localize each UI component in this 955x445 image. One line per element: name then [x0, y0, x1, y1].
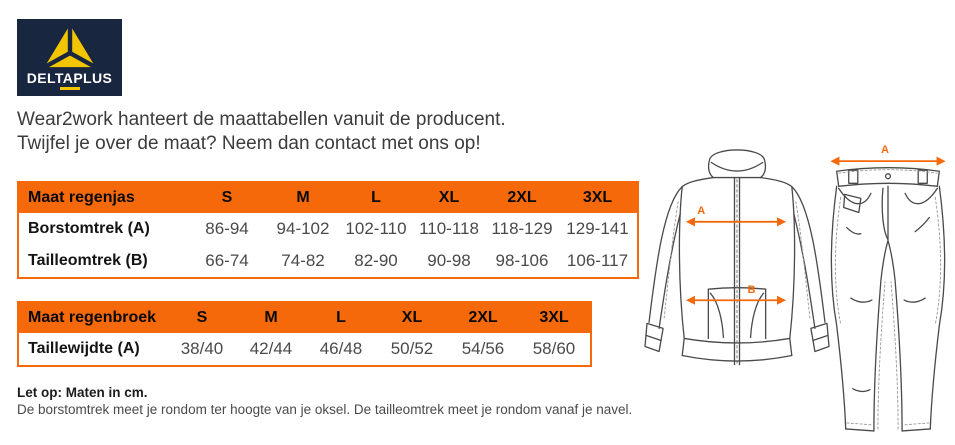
note-heading: Let op: Maten in cm.: [17, 385, 148, 400]
intro-line-1: Wear2work hanteert de maattabellen vanuit de producent.: [17, 109, 506, 130]
size-header-cell: S: [188, 182, 266, 213]
pants-illustration: [824, 139, 952, 437]
table-title: Maat regenbroek: [18, 302, 168, 333]
size-value-cell: 94-102: [276, 219, 330, 238]
pants-waist-measure: [833, 144, 944, 161]
size-header-cell: M: [266, 182, 340, 213]
intro-line-2: Twijfel je over de maat? Neem dan contact met ons op!: [17, 133, 481, 154]
table-header-row: [18, 182, 638, 213]
size-header-cell: XL: [376, 302, 448, 333]
size-value-cell: 54/56: [461, 339, 505, 358]
size-value-cell: 46/48: [319, 339, 363, 358]
size-value-cell: 58/60: [532, 339, 576, 358]
measurement-note: [17, 384, 632, 418]
table-row: [18, 213, 638, 245]
size-header-cell: XL: [412, 182, 486, 213]
brand-underline: [60, 87, 80, 90]
size-table-regenbroek: [17, 301, 592, 367]
size-value-cell: 66-74: [205, 251, 249, 270]
size-header-cell: 2XL: [448, 302, 518, 333]
size-value-cell: 118-129: [491, 219, 553, 238]
size-table-regenjas: [17, 181, 639, 279]
size-header-cell: 3XL: [558, 182, 638, 213]
size-value-cell: 102-110: [345, 219, 407, 238]
table-title: Maat regenjas: [18, 182, 188, 213]
size-value-cell: 129-141: [566, 219, 629, 238]
note-body: De borstomtrek meet je rondom ter hoogte van je oksel. De tailleomtrek meet je rondom vanaf je navel.: [17, 402, 633, 417]
size-value-cell: 82-90: [354, 251, 398, 270]
brand-wordmark: DELTAPLUS: [26, 70, 113, 86]
size-value-cell: 38/40: [180, 339, 224, 358]
deltaplus-logo: [17, 19, 122, 96]
size-value-cell: 106-117: [566, 251, 629, 270]
size-header-cell: M: [236, 302, 306, 333]
row-label: Borstomtrek (A): [28, 220, 150, 237]
size-value-cell: 110-118: [419, 219, 479, 238]
jacket-illustration: [644, 141, 830, 373]
table-header-row: [18, 302, 591, 333]
row-label: Tailleomtrek (B): [28, 252, 148, 269]
size-value-cell: 98-106: [495, 251, 549, 270]
jacket-waist-measure: [688, 284, 784, 300]
table-row: [18, 245, 638, 278]
size-header-cell: S: [168, 302, 236, 333]
intro-text: [17, 108, 506, 156]
size-value-cell: 90-98: [427, 251, 471, 270]
size-header-cell: L: [306, 302, 376, 333]
size-header-cell: 2XL: [486, 182, 558, 213]
size-value-cell: 74-82: [281, 251, 325, 270]
size-header-cell: 3XL: [518, 302, 591, 333]
delta-triangle-icon: [43, 24, 97, 68]
row-label: Taillewijdte (A): [28, 340, 140, 357]
jacket-chest-measure: [688, 205, 784, 222]
size-value-cell: 86-94: [205, 219, 249, 238]
pants-waist-label: A: [880, 144, 889, 157]
size-value-cell: 42/44: [249, 339, 293, 358]
size-value-cell: 50/52: [390, 339, 434, 358]
table-row: [18, 333, 591, 366]
jacket-waist-label: B: [747, 284, 756, 297]
size-header-cell: L: [340, 182, 412, 213]
jacket-chest-label: A: [697, 204, 706, 217]
